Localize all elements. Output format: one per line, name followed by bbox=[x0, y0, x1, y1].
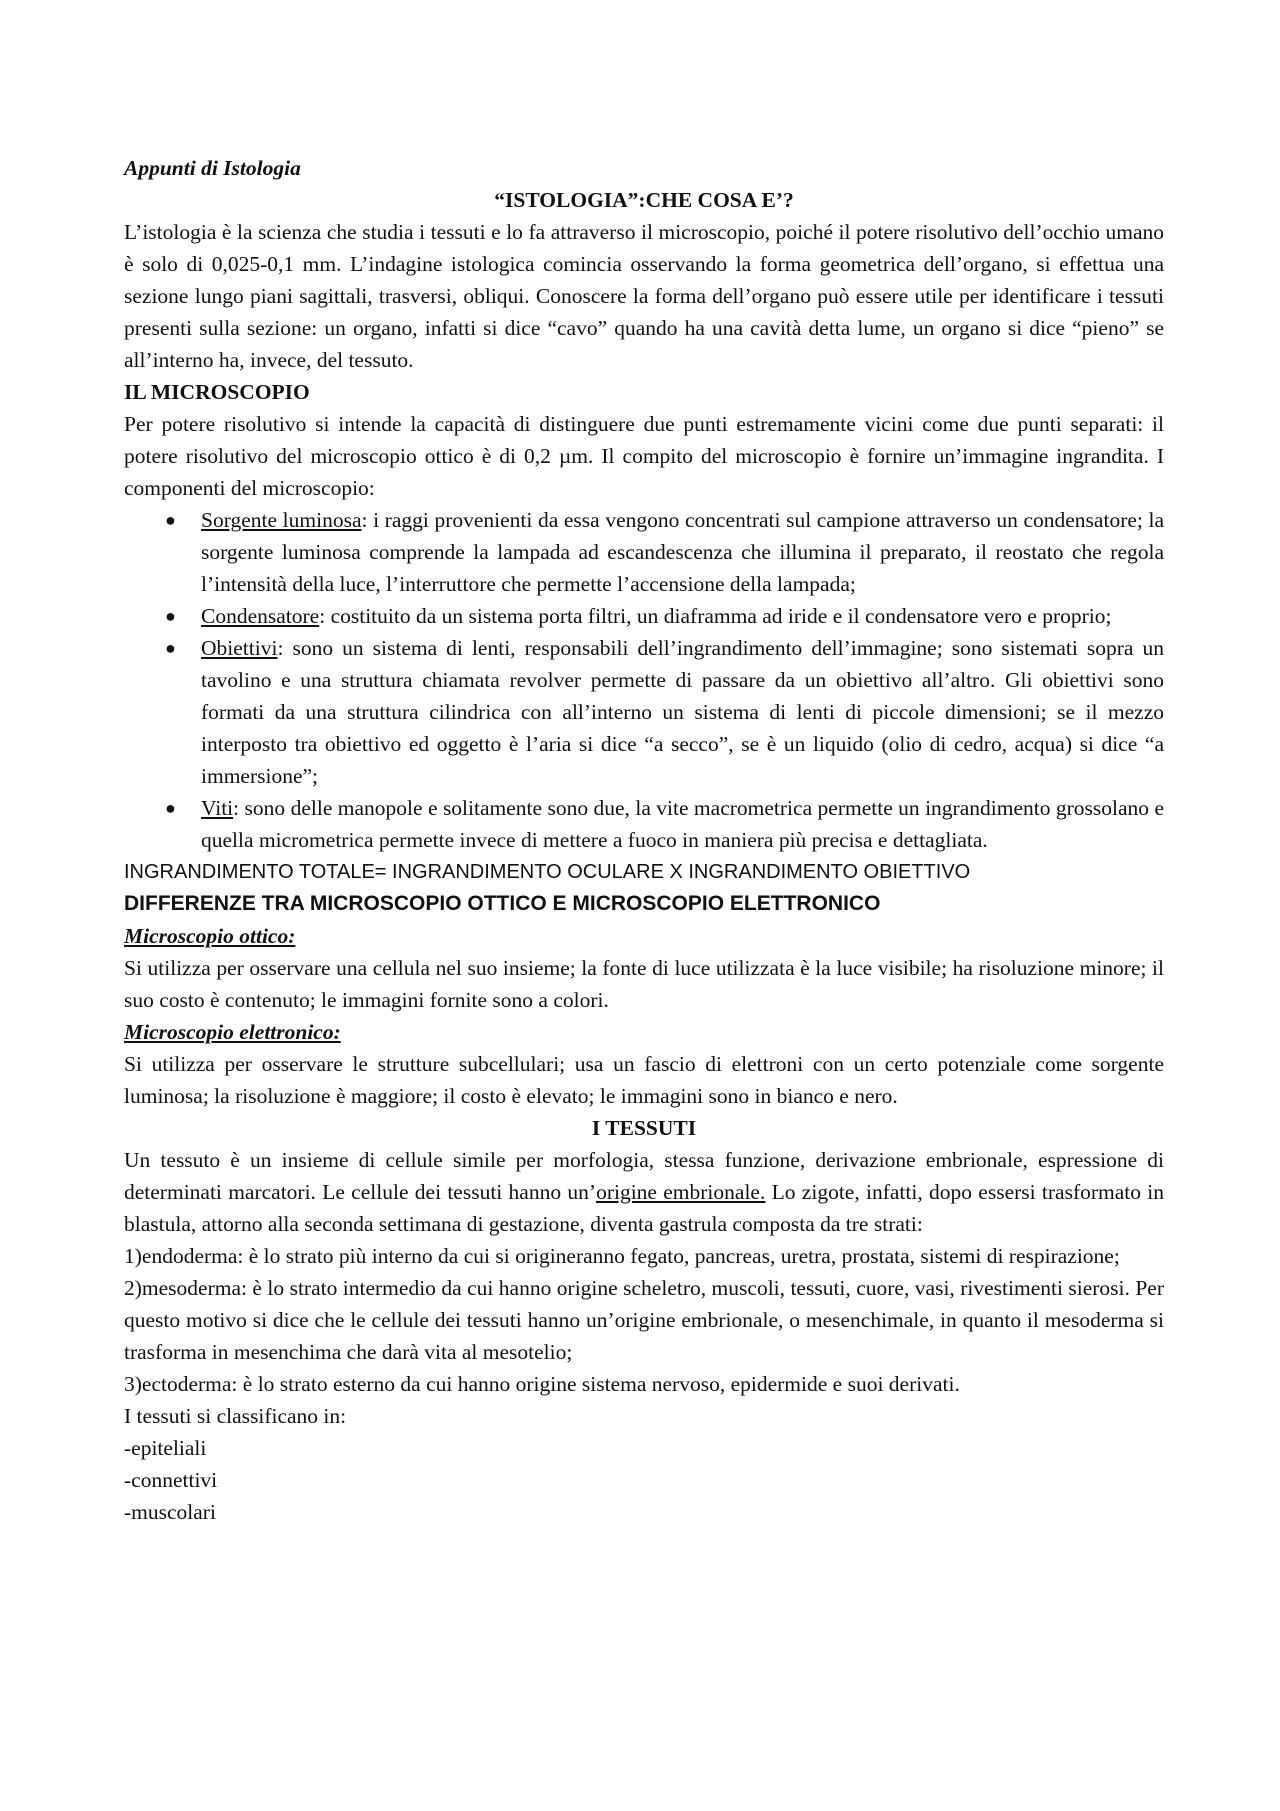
desc-sorgente-luminosa: : i raggi provenienti da essa vengono concentrati sul campione attraverso un condensatore; la sorgente luminosa comprende la lampada ad escandescenza che illumina il preparato, il reostato che regola l’intensità della luce, l’interruttore che permette l’accensione della lampada; bbox=[201, 508, 1164, 596]
term-condensatore: Condensatore bbox=[201, 604, 320, 628]
microscope-paragraph: Per potere risolutivo si intende la capacità di distinguere due punti estremamente vicini come due punti separati: il potere risolutivo del microscopio ottico è di 0,2 µm. Il compito del microscopio è fornire un’immagine ingrandita. I componenti del microscopio: bbox=[124, 412, 1164, 500]
list-item-obiettivi bbox=[124, 632, 1164, 792]
term-obiettivi: Obiettivi bbox=[201, 636, 278, 660]
document-page bbox=[124, 152, 1164, 1528]
tissues-text-before: Un tessuto è un insieme di cellule simile per morfologia, stessa funzione, derivazione embrionale, espressione di determinati marcatori. Le cellule dei tessuti hanno un’ bbox=[124, 1148, 1164, 1204]
electron-paragraph: Si utilizza per osservare le strutture subcellulari; usa un fascio di elettroni con un certo potenziale come sorgente luminosa; la risoluzione è maggiore; il costo è elevato; le immagini sono in bianco e nero. bbox=[124, 1052, 1164, 1108]
tissues-text-underlined: origine embrionale. bbox=[596, 1180, 766, 1204]
term-sorgente-luminosa: Sorgente luminosa bbox=[201, 508, 362, 532]
microscope-components-list bbox=[124, 504, 1164, 856]
layer-mesoderma: 2)mesoderma: è lo strato intermedio da cui hanno origine scheletro, muscoli, tessuti, cuore, vasi, rivestimenti sierosi. Per questo motivo si dice che le cellule dei tessuti hanno un’origine embrionale, o mesenchimale, in quanto il mesoderma si trasforma in mesenchima che darà vita al mesotelio; bbox=[124, 1276, 1164, 1364]
subheading-microscopio-ottico: Microscopio ottico: bbox=[124, 924, 296, 948]
classification-item-muscolari: -muscolari bbox=[124, 1500, 216, 1524]
classification-intro: I tessuti si classificano in: bbox=[124, 1404, 347, 1428]
desc-viti: : sono delle manopole e solitamente sono due, la vite macrometrica permette un ingrandimento grossolano e quella micrometrica permette invece di mettere a fuoco in maniera più precisa e dettagliata. bbox=[201, 796, 1164, 852]
document-header: Appunti di Istologia bbox=[124, 156, 301, 180]
intro-paragraph: L’istologia è la scienza che studia i tessuti e lo fa attraverso il microscopio, poiché il potere risolutivo dell’occhio umano è solo di 0,025-0,1 mm. L’indagine istologica comincia osservando la forma geometrica dell’organo, si effettua una sezione lungo piani sagittali, trasversi, obliqui. Conoscere la forma dell’organo può essere utile per identificare i tessuti presenti sulla sezione: un organo, infatti si dice “cavo” quando ha una cavità detta lume, un organo si dice “pieno” se all’interno ha, invece, del tessuto. bbox=[124, 220, 1164, 372]
bullet-icon: ● bbox=[165, 606, 176, 626]
tissues-paragraph bbox=[124, 1144, 1164, 1240]
subheading-microscopio-elettronico: Microscopio elettronico: bbox=[124, 1020, 341, 1044]
tissues-text-after: Lo zigote, infatti, dopo essersi trasformato in blastula, attorno alla seconda settimana di gestazione, diventa gastrula composta da tre strati: bbox=[124, 1180, 1165, 1236]
section-title-istologia: “ISTOLOGIA”:CHE COSA E’? bbox=[494, 188, 794, 212]
optical-paragraph: Si utilizza per osservare una cellula nel suo insieme; la fonte di luce utilizzata è la luce visibile; ha risoluzione minore; il suo costo è contenuto; le immagini fornite sono a colori. bbox=[124, 956, 1164, 1012]
term-viti: Viti bbox=[201, 796, 234, 820]
bullet-icon: ● bbox=[165, 798, 176, 818]
section-heading-differenze: DIFFERENZE TRA MICROSCOPIO OTTICO E MICROSCOPIO ELETTRONICO bbox=[124, 892, 881, 915]
bullet-icon: ● bbox=[165, 638, 176, 658]
desc-obiettivi: : sono un sistema di lenti, responsabili dell’ingrandimento dell’immagine; sono sistemati sopra un tavolino e una struttura chiamata revolver permette di passare da un obiettivo all’altro. Gli obiettivi sono formati da una struttura cilindrica con all’interno un sistema di lenti di piccole dimensioni; se il mezzo interposto tra obiettivo ed oggetto è l’aria si dice “a secco”, se è un liquido (olio di cedro, acqua) si dice “a immersione”; bbox=[201, 636, 1164, 788]
layer-ectoderma: 3)ectoderma: è lo strato esterno da cui hanno origine sistema nervoso, epidermide e suoi derivati. bbox=[124, 1372, 960, 1396]
classification-item-epiteliali: -epiteliali bbox=[124, 1436, 207, 1460]
classification-item-connettivi: -connettivi bbox=[124, 1468, 218, 1492]
section-heading-microscopio: IL MICROSCOPIO bbox=[124, 380, 310, 404]
section-heading-tessuti: I TESSUTI bbox=[591, 1116, 697, 1140]
desc-condensatore: : costituito da un sistema porta filtri, un diaframma ad iride e il condensatore vero e proprio; bbox=[319, 604, 1112, 628]
list-item-sorgente-luminosa bbox=[124, 504, 1164, 600]
list-item-condensatore bbox=[124, 600, 1164, 632]
magnification-formula: INGRANDIMENTO TOTALE= INGRANDIMENTO OCULARE X INGRANDIMENTO OBIETTIVO bbox=[124, 861, 971, 883]
layer-endoderma: 1)endoderma: è lo strato più interno da cui si origineranno fegato, pancreas, uretra, prostata, sistemi di respirazione; bbox=[124, 1244, 1120, 1268]
list-item-viti bbox=[124, 792, 1164, 856]
bullet-icon: ● bbox=[165, 510, 176, 530]
